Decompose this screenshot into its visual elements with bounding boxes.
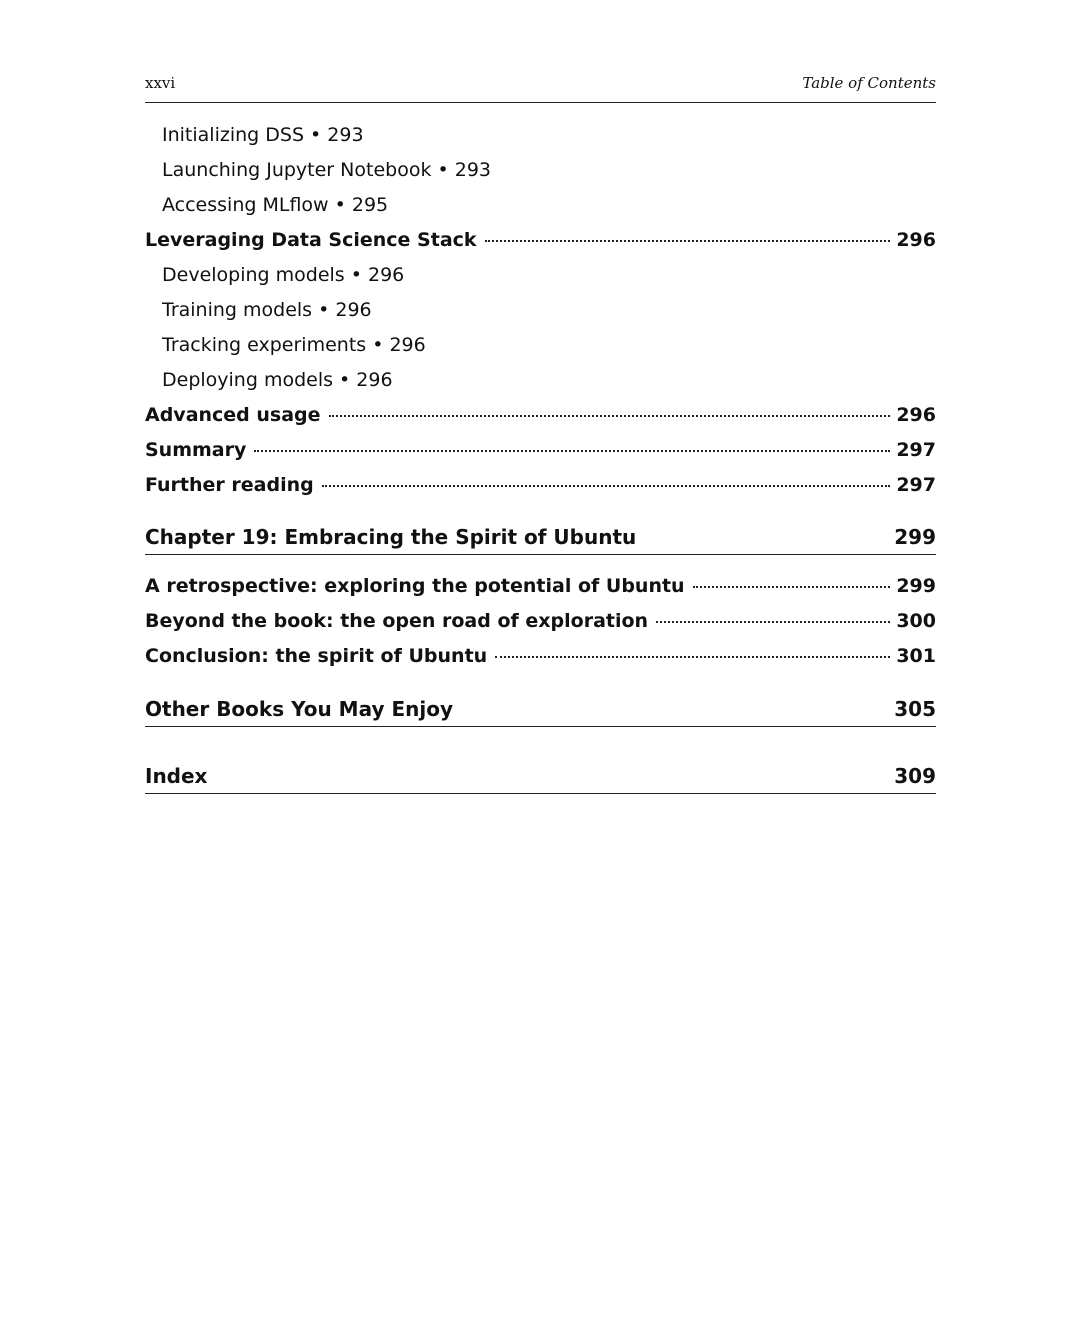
dot-leader [693, 586, 891, 588]
dot-leader [329, 415, 891, 417]
toc-subentry[interactable]: Accessing MLflow • 295 [162, 194, 389, 216]
toc-chapter-title: Index [145, 764, 208, 788]
running-title: Table of Contents [802, 74, 936, 92]
toc-entry-title: Further reading [145, 474, 314, 496]
toc-chapter-page: 309 [894, 764, 936, 788]
toc-entry-title: A retrospective: exploring the potential of Ubuntu [145, 575, 685, 597]
toc-entry-title: Conclusion: the spirit of Ubuntu [145, 645, 488, 667]
dot-leader [656, 621, 890, 623]
toc-entry[interactable] [145, 572, 936, 600]
toc-subentry[interactable]: Training models • 296 [162, 299, 372, 321]
toc-entry[interactable] [145, 471, 936, 499]
dot-leader [485, 240, 891, 242]
toc-subentry[interactable]: Deploying models • 296 [162, 369, 393, 391]
toc-entry-page: 299 [896, 575, 936, 597]
toc-subentry[interactable]: Tracking experiments • 296 [162, 334, 426, 356]
toc-chapter[interactable] [145, 520, 936, 555]
toc-entry[interactable] [145, 401, 936, 429]
page-header [145, 72, 936, 103]
toc-chapter-title: Other Books You May Enjoy [145, 697, 453, 721]
dot-leader [495, 656, 890, 658]
toc-entry-title: Leveraging Data Science Stack [145, 229, 477, 251]
toc-entry[interactable] [145, 226, 936, 254]
dot-leader [254, 450, 890, 452]
toc-subentry[interactable]: Developing models • 296 [162, 264, 405, 286]
toc-entry[interactable] [145, 436, 936, 464]
toc-entry-page: 296 [896, 404, 936, 426]
toc-chapter[interactable] [145, 759, 936, 794]
toc-chapter[interactable] [145, 692, 936, 727]
toc-entry-page: 297 [896, 474, 936, 496]
toc-chapter-page: 305 [894, 697, 936, 721]
toc-entry-page: 300 [896, 610, 936, 632]
toc-entry-title: Summary [145, 439, 247, 461]
toc-entry-title: Advanced usage [145, 404, 321, 426]
toc-chapter-title: Chapter 19: Embracing the Spirit of Ubuntu [145, 525, 637, 549]
toc-entry-title: Beyond the book: the open road of exploration [145, 610, 649, 632]
toc-chapter-page: 299 [894, 525, 936, 549]
toc-entry[interactable] [145, 642, 936, 670]
dot-leader [322, 485, 891, 487]
toc-entry-page: 296 [896, 229, 936, 251]
toc-subentry[interactable]: Initializing DSS • 293 [162, 124, 364, 146]
page-number: xxvi [145, 74, 176, 92]
toc-entry-page: 301 [896, 645, 936, 667]
toc-entry[interactable] [145, 607, 936, 635]
toc-subentry[interactable]: Launching Jupyter Notebook • 293 [162, 159, 492, 181]
toc-entry-page: 297 [896, 439, 936, 461]
